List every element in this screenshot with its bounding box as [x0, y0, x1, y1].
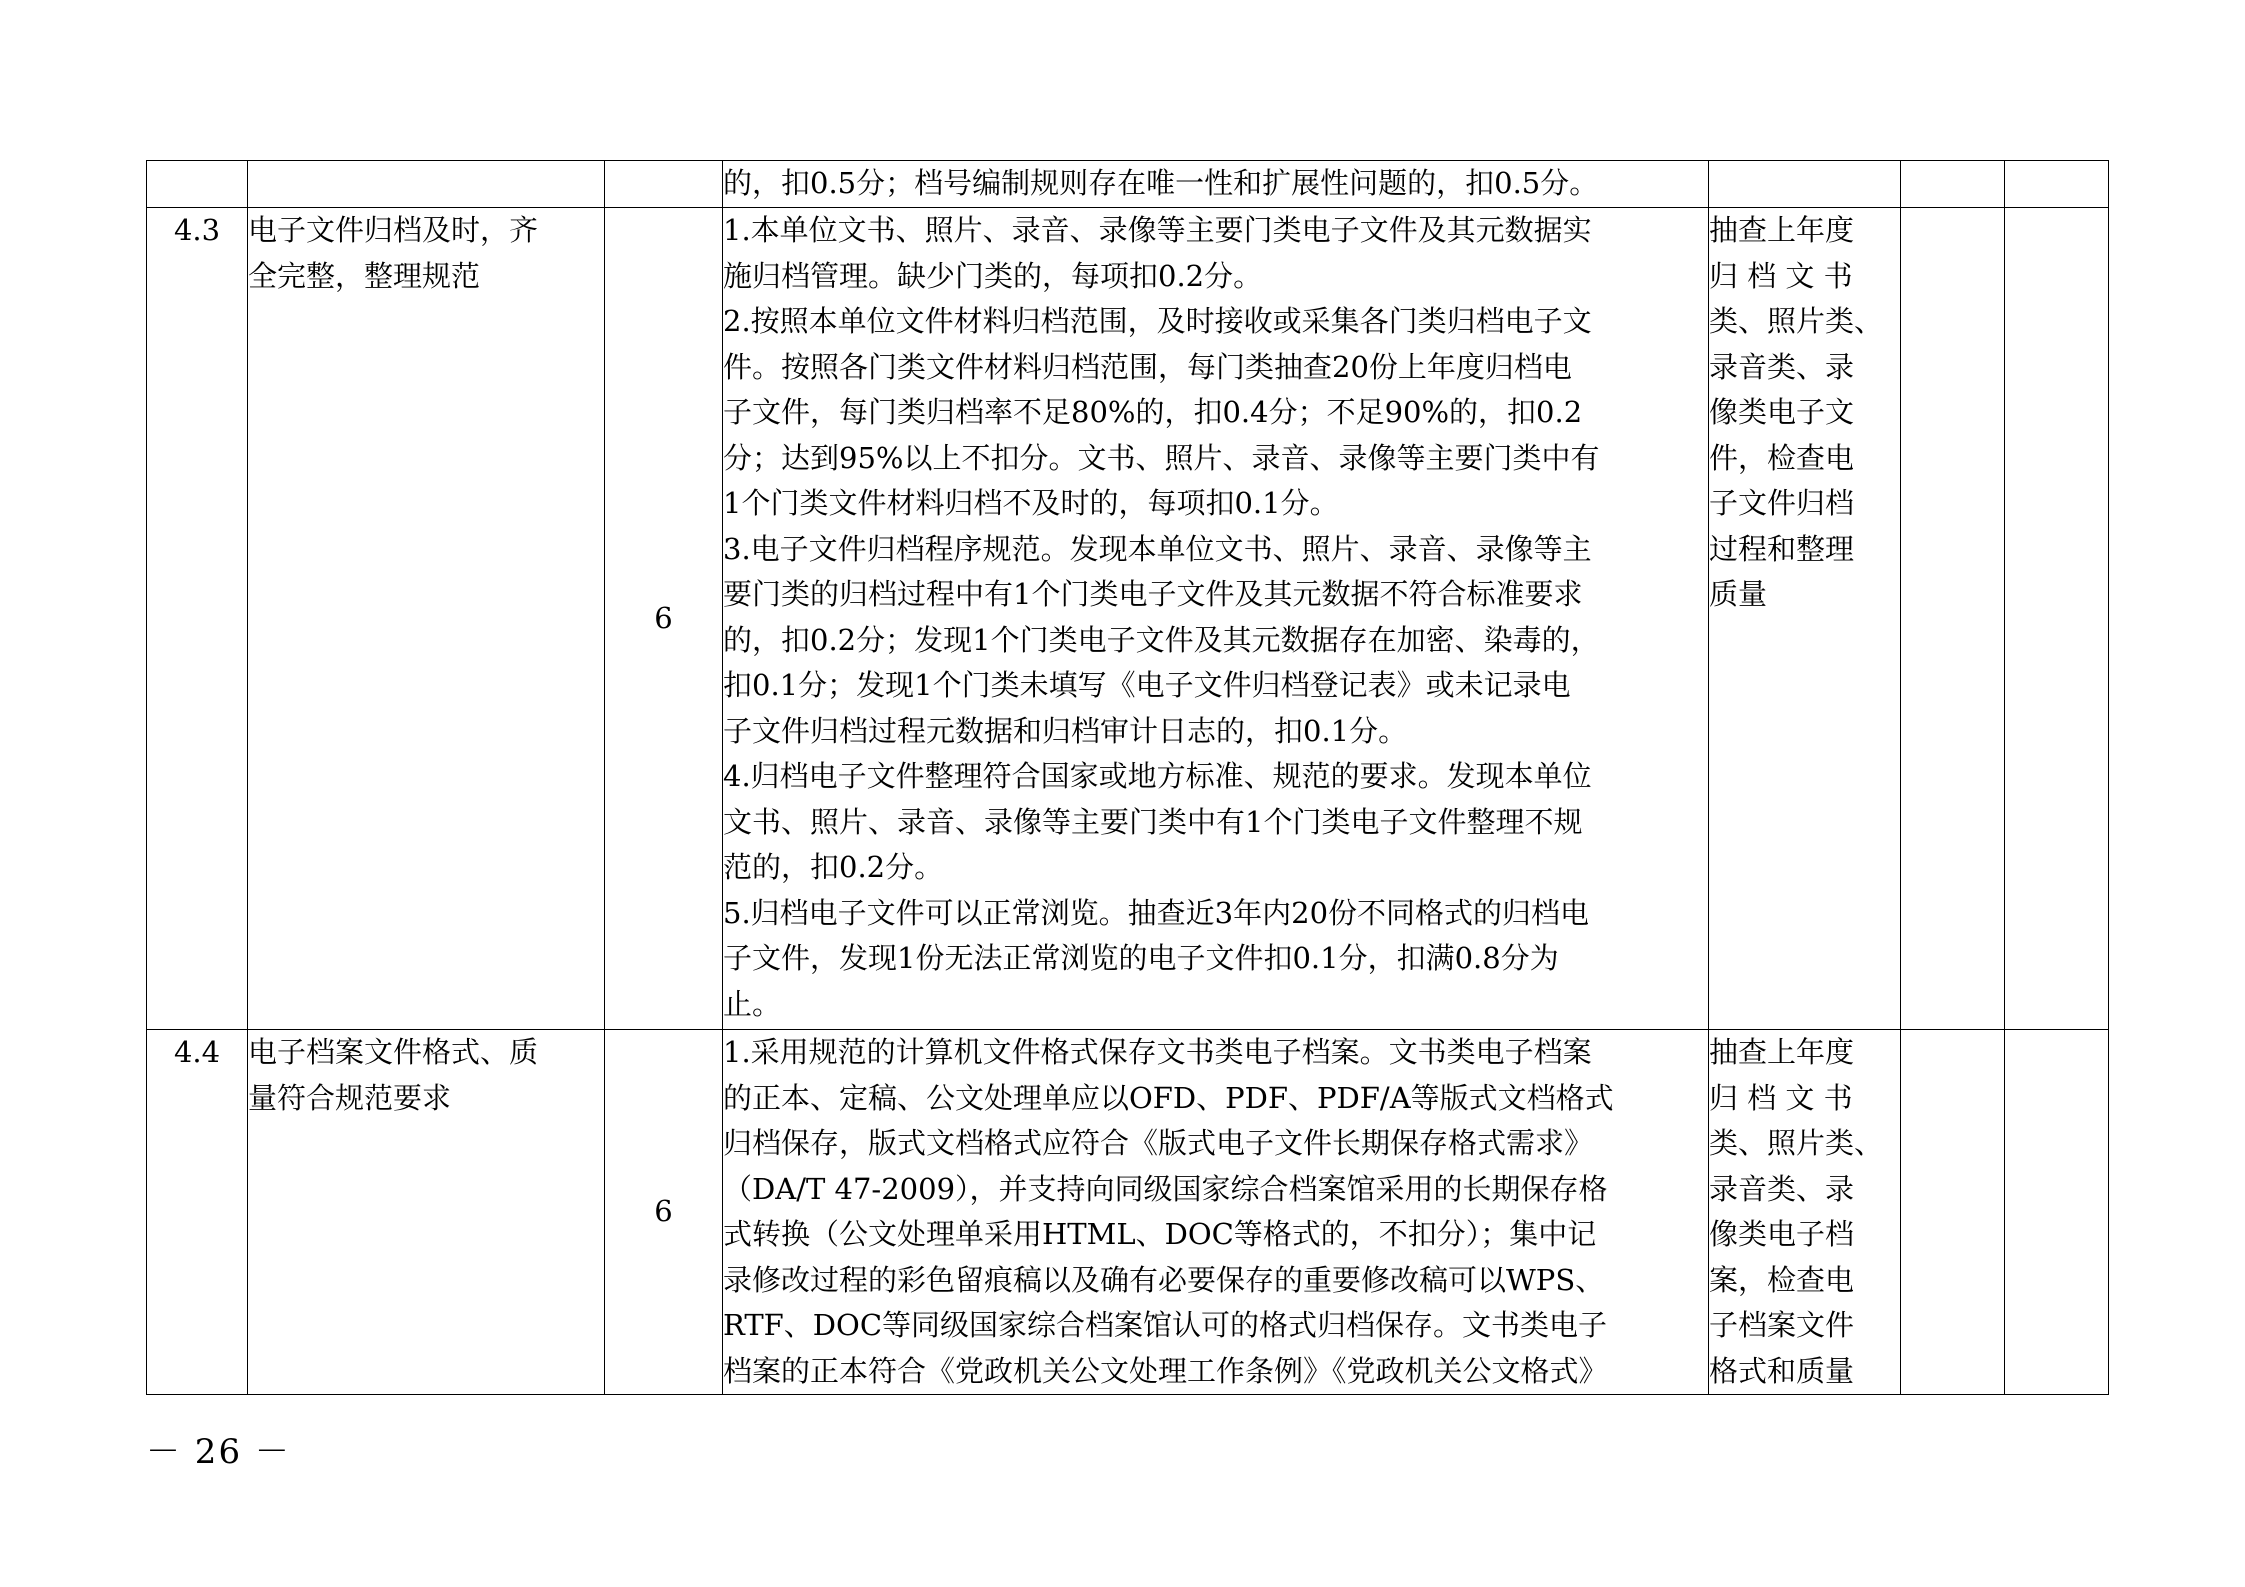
check-method-line: 过程和整理 — [1709, 531, 1855, 566]
criteria-line: 件。按照各门类文件材料归档范围，每门类抽查20份上年度归档电 — [723, 349, 1572, 384]
criteria-line: 施归档管理。缺少门类的，每项扣0.2分。 — [723, 258, 1263, 293]
table-row — [147, 208, 2109, 1030]
criteria-line: 4.归档电子文件整理符合国家或地方标准、规范的要求。发现本单位 — [723, 759, 1592, 793]
check-method-line: 归 档 文 书 — [1709, 258, 1853, 293]
check-method-line: 类、照片类、 — [1709, 304, 1884, 338]
table-row — [147, 1030, 2109, 1395]
check-method-line: 案，检查电 — [1709, 1262, 1855, 1297]
score-cell — [1901, 208, 2005, 1030]
item-number: 4.3 — [147, 208, 248, 1030]
criteria-line: （DA/T 47-2009），并支持向同级国家综合档案馆采用的长期保存格 — [723, 1171, 1608, 1206]
criteria-line: 档案的正本符合《党政机关公文处理工作条例》《党政机关公文格式》 — [723, 1353, 1608, 1388]
check-method-line: 质量 — [1709, 577, 1768, 611]
item-title — [248, 1030, 605, 1395]
criteria-line: 1个门类文件材料归档不及时的，每项扣0.1分。 — [723, 486, 1339, 520]
criteria-line: 3.电子文件归档程序规范。发现本单位文书、照片、录音、录像等主 — [723, 531, 1592, 566]
item-number: 4.4 — [147, 1030, 248, 1395]
check-method-line: 件，检查电 — [1709, 440, 1855, 475]
continuation-text: 的，扣0.5分；档号编制规则存在唯一性和扩展性问题的，扣0.5分。 — [723, 161, 1709, 208]
check-method-line: 子档案文件 — [1709, 1308, 1855, 1342]
item-criteria — [723, 208, 1709, 1030]
criteria-line: 2.按照本单位文件材料归档范围，及时接收或采集各门类归档电子文 — [723, 304, 1592, 338]
criteria-line: 5.归档电子文件可以正常浏览。抽查近3年内20份不同格式的归档电 — [723, 895, 1590, 930]
score-cell — [1901, 1030, 2005, 1395]
check-method-line: 抽查上年度 — [1709, 213, 1855, 247]
page-number: － 26 － — [146, 1432, 291, 1472]
check-method-line: 类、照片类、 — [1709, 1126, 1884, 1160]
criteria-line: 子文件归档过程元数据和归档审计日志的，扣0.1分。 — [723, 713, 1408, 748]
criteria-line: 分；达到95%以上不扣分。文书、照片、录音、录像等主要门类中有 — [723, 440, 1600, 475]
criteria-line: 范的，扣0.2分。 — [723, 850, 944, 884]
remark-cell — [2005, 1030, 2109, 1395]
evaluation-table — [146, 160, 2109, 1395]
item-title-line: 量符合规范要求 — [248, 1080, 452, 1115]
check-method-line: 格式和质量 — [1709, 1353, 1855, 1388]
check-method-line: 录音类、录 — [1709, 349, 1855, 384]
item-criteria — [723, 1030, 1709, 1395]
check-method-line: 归 档 文 书 — [1709, 1080, 1853, 1115]
remark-cell — [2005, 208, 2109, 1030]
criteria-line: 要门类的归档过程中有1个门类电子文件及其元数据不符合标准要求 — [723, 577, 1583, 611]
item-title-line: 电子档案文件格式、质 — [248, 1035, 539, 1069]
criteria-line: 子文件，每门类归档率不足80%的，扣0.4分；不足90%的，扣0.2 — [723, 395, 1583, 429]
criteria-line: RTF、DOC等同级国家综合档案馆认可的格式归档保存。文书类电子 — [723, 1308, 1608, 1342]
item-score: 6 — [605, 208, 723, 1030]
criteria-line: 子文件，发现1份无法正常浏览的电子文件扣0.1分，扣满0.8分为 — [723, 941, 1559, 975]
criteria-line: 的正本、定稿、公文处理单应以OFD、PDF、PDF/A等版式文档格式 — [723, 1080, 1614, 1115]
item-title-line: 电子文件归档及时，齐 — [248, 213, 539, 247]
criteria-line: 1.本单位文书、照片、录音、录像等主要门类电子文件及其元数据实 — [723, 213, 1592, 247]
criteria-line: 录修改过程的彩色留痕稿以及确有必要保存的重要修改稿可以WPS、 — [723, 1262, 1605, 1297]
criteria-line: 扣0.1分；发现1个门类未填写《电子文件归档登记表》或未记录电 — [723, 668, 1571, 702]
check-method-line: 像类电子文 — [1709, 395, 1855, 429]
check-method-line: 抽查上年度 — [1709, 1035, 1855, 1069]
item-score: 6 — [605, 1030, 723, 1395]
criteria-line: 归档保存，版式文档格式应符合《版式电子文件长期保存格式需求》 — [723, 1126, 1594, 1160]
table-row-continuation — [147, 161, 2109, 208]
criteria-line: 止。 — [723, 986, 782, 1021]
criteria-line: 文书、照片、录音、录像等主要门类中有1个门类电子文件整理不规 — [723, 804, 1583, 839]
criteria-line: 的，扣0.2分；发现1个门类电子文件及其元数据存在加密、染毒的， — [723, 622, 1600, 657]
check-method-line: 像类电子档 — [1709, 1217, 1855, 1251]
criteria-line: 1.采用规范的计算机文件格式保存文书类电子档案。文书类电子档案 — [723, 1035, 1592, 1069]
item-title-line: 全完整，整理规范 — [248, 258, 481, 293]
check-method-line: 子文件归档 — [1709, 486, 1855, 520]
check-method-line: 录音类、录 — [1709, 1171, 1855, 1206]
item-check-method — [1709, 208, 1901, 1030]
item-check-method — [1709, 1030, 1901, 1395]
criteria-line: 式转换（公文处理单采用HTML、DOC等格式的，不扣分）；集中记 — [723, 1217, 1597, 1251]
item-title — [248, 208, 605, 1030]
